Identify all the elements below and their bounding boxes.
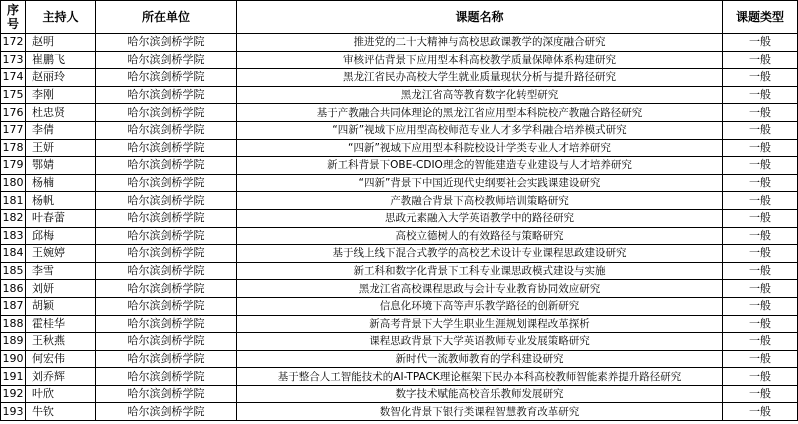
cell-unit: 哈尔滨剑桥学院	[96, 297, 237, 315]
cell-type: 一般	[723, 245, 798, 263]
cell-title: 新工科和数字化背景下工科专业课思政模式建设与实施	[237, 262, 723, 280]
cell-unit: 哈尔滨剑桥学院	[96, 86, 237, 104]
cell-type: 一般	[723, 350, 798, 368]
cell-host: 杨帆	[26, 192, 96, 210]
cell-type: 一般	[723, 69, 798, 87]
cell-title: 高校立德树人的有效路径与策略研究	[237, 227, 723, 245]
cell-unit: 哈尔滨剑桥学院	[96, 157, 237, 175]
table-row	[1, 368, 798, 386]
cell-seq: 189	[1, 333, 26, 351]
cell-seq: 191	[1, 368, 26, 386]
cell-unit: 哈尔滨剑桥学院	[96, 174, 237, 192]
cell-type: 一般	[723, 403, 798, 421]
cell-seq: 176	[1, 104, 26, 122]
table-row	[1, 262, 798, 280]
cell-type: 一般	[723, 262, 798, 280]
cell-host: 霍桂华	[26, 315, 96, 333]
cell-host: 王妍	[26, 139, 96, 157]
cell-host: 刘乔辉	[26, 368, 96, 386]
table-row	[1, 51, 798, 69]
header-unit: 所在单位	[96, 1, 237, 34]
cell-type: 一般	[723, 385, 798, 403]
cell-title: 推进党的二十大精神与高校思政课教学的深度融合研究	[237, 34, 723, 52]
cell-unit: 哈尔滨剑桥学院	[96, 403, 237, 421]
cell-type: 一般	[723, 34, 798, 52]
cell-type: 一般	[723, 227, 798, 245]
cell-type: 一般	[723, 139, 798, 157]
cell-host: 胡颖	[26, 297, 96, 315]
cell-host: 赵明	[26, 34, 96, 52]
header-seq	[1, 1, 26, 34]
cell-seq: 174	[1, 69, 26, 87]
cell-title: 思政元素融入大学英语教学中的路径研究	[237, 209, 723, 227]
table-row	[1, 333, 798, 351]
cell-unit: 哈尔滨剑桥学院	[96, 262, 237, 280]
cell-title: 数字技术赋能高校音乐教师发展研究	[237, 385, 723, 403]
cell-seq: 177	[1, 121, 26, 139]
table-row	[1, 192, 798, 210]
cell-title: 基于线上线下混合式教学的高校艺术设计专业课程思政建设研究	[237, 245, 723, 263]
cell-unit: 哈尔滨剑桥学院	[96, 227, 237, 245]
cell-unit: 哈尔滨剑桥学院	[96, 209, 237, 227]
cell-unit: 哈尔滨剑桥学院	[96, 104, 237, 122]
table-row	[1, 315, 798, 333]
cell-title: 黑龙江省民办高校大学生就业质量现状分析与提升路径研究	[237, 69, 723, 87]
table-row	[1, 245, 798, 263]
cell-unit: 哈尔滨剑桥学院	[96, 368, 237, 386]
cell-title: “四新”视域下应用型高校师范专业人才多学科融合培养模式研究	[237, 121, 723, 139]
cell-host: 李倩	[26, 121, 96, 139]
cell-unit: 哈尔滨剑桥学院	[96, 139, 237, 157]
table-row	[1, 104, 798, 122]
cell-title: 新高考背景下大学生职业生涯规划课程改革探析	[237, 315, 723, 333]
header-title: 课题名称	[237, 1, 723, 34]
cell-title: 黑龙江省高等教育数字化转型研究	[237, 86, 723, 104]
table-row	[1, 34, 798, 52]
cell-type: 一般	[723, 157, 798, 175]
cell-type: 一般	[723, 192, 798, 210]
cell-host: 邱梅	[26, 227, 96, 245]
cell-seq: 184	[1, 245, 26, 263]
cell-host: 叶欣	[26, 385, 96, 403]
cell-unit: 哈尔滨剑桥学院	[96, 69, 237, 87]
table-row	[1, 69, 798, 87]
cell-host: 何宏伟	[26, 350, 96, 368]
cell-seq: 179	[1, 157, 26, 175]
cell-host: 鄂婧	[26, 157, 96, 175]
cell-type: 一般	[723, 297, 798, 315]
cell-host: 赵丽玲	[26, 69, 96, 87]
cell-type: 一般	[723, 209, 798, 227]
cell-host: 刘妍	[26, 280, 96, 298]
cell-title: 产教融合背景下高校教师培训策略研究	[237, 192, 723, 210]
cell-type: 一般	[723, 174, 798, 192]
cell-unit: 哈尔滨剑桥学院	[96, 245, 237, 263]
cell-title: 基于整合人工智能技术的AI-TPACK理论框架下民办本科高校教师智能素养提升路径研究	[237, 368, 723, 386]
cell-host: 王婉婷	[26, 245, 96, 263]
cell-host: 叶春蕾	[26, 209, 96, 227]
cell-type: 一般	[723, 86, 798, 104]
table-body	[1, 34, 798, 421]
table-header	[1, 1, 798, 34]
table-row	[1, 350, 798, 368]
cell-seq: 181	[1, 192, 26, 210]
cell-unit: 哈尔滨剑桥学院	[96, 34, 237, 52]
cell-unit: 哈尔滨剑桥学院	[96, 121, 237, 139]
cell-seq: 182	[1, 209, 26, 227]
table-row	[1, 174, 798, 192]
cell-title: 新时代一流教师教育的学科建设研究	[237, 350, 723, 368]
cell-seq: 183	[1, 227, 26, 245]
cell-seq: 188	[1, 315, 26, 333]
cell-unit: 哈尔滨剑桥学院	[96, 350, 237, 368]
table-row	[1, 86, 798, 104]
cell-seq: 192	[1, 385, 26, 403]
table-row	[1, 121, 798, 139]
cell-seq: 172	[1, 34, 26, 52]
table-row	[1, 227, 798, 245]
cell-type: 一般	[723, 51, 798, 69]
cell-host: 杜忠贤	[26, 104, 96, 122]
header-type: 课题类型	[723, 1, 798, 34]
cell-title: 黑龙江省高校课程思政与会计专业教育协同效应研究	[237, 280, 723, 298]
cell-host: 王秋燕	[26, 333, 96, 351]
header-host: 主持人	[26, 1, 96, 34]
cell-unit: 哈尔滨剑桥学院	[96, 51, 237, 69]
cell-host: 牛钦	[26, 403, 96, 421]
cell-seq: 180	[1, 174, 26, 192]
cell-host: 李雪	[26, 262, 96, 280]
table-row	[1, 403, 798, 421]
header-seq-label: 序号	[7, 3, 20, 31]
cell-seq: 186	[1, 280, 26, 298]
cell-title: “四新”背景下中国近现代史纲要社会实践课建设研究	[237, 174, 723, 192]
cell-title: 课程思政背景下大学英语教师专业发展策略研究	[237, 333, 723, 351]
table-row	[1, 139, 798, 157]
cell-title: 信息化环境下高等声乐教学路径的创新研究	[237, 297, 723, 315]
cell-unit: 哈尔滨剑桥学院	[96, 280, 237, 298]
table-row	[1, 297, 798, 315]
cell-seq: 193	[1, 403, 26, 421]
cell-seq: 190	[1, 350, 26, 368]
table-row	[1, 157, 798, 175]
cell-type: 一般	[723, 280, 798, 298]
cell-type: 一般	[723, 104, 798, 122]
cell-type: 一般	[723, 333, 798, 351]
cell-type: 一般	[723, 121, 798, 139]
cell-title: 新工科背景下OBE-CDIO理念的智能建造专业建设与人才培养研究	[237, 157, 723, 175]
cell-seq: 187	[1, 297, 26, 315]
cell-host: 杨楠	[26, 174, 96, 192]
table-row	[1, 385, 798, 403]
cell-seq: 178	[1, 139, 26, 157]
cell-title: 基于产教融合共同体理论的黑龙江省应用型本科院校产教融合路径研究	[237, 104, 723, 122]
cell-seq: 173	[1, 51, 26, 69]
cell-title: “四新”视域下应用型本科院校设计学类专业人才培养研究	[237, 139, 723, 157]
cell-type: 一般	[723, 368, 798, 386]
cell-unit: 哈尔滨剑桥学院	[96, 333, 237, 351]
cell-host: 李刚	[26, 86, 96, 104]
cell-seq: 185	[1, 262, 26, 280]
cell-unit: 哈尔滨剑桥学院	[96, 385, 237, 403]
table-row	[1, 209, 798, 227]
cell-title: 审核评估背景下应用型本科高校教学质量保障体系构建研究	[237, 51, 723, 69]
cell-unit: 哈尔滨剑桥学院	[96, 315, 237, 333]
cell-title: 数智化背景下银行类课程智慧教育改革研究	[237, 403, 723, 421]
header-row	[1, 1, 798, 34]
cell-seq: 175	[1, 86, 26, 104]
cell-host: 崔鹏飞	[26, 51, 96, 69]
table-row	[1, 280, 798, 298]
cell-type: 一般	[723, 315, 798, 333]
cell-unit: 哈尔滨剑桥学院	[96, 192, 237, 210]
